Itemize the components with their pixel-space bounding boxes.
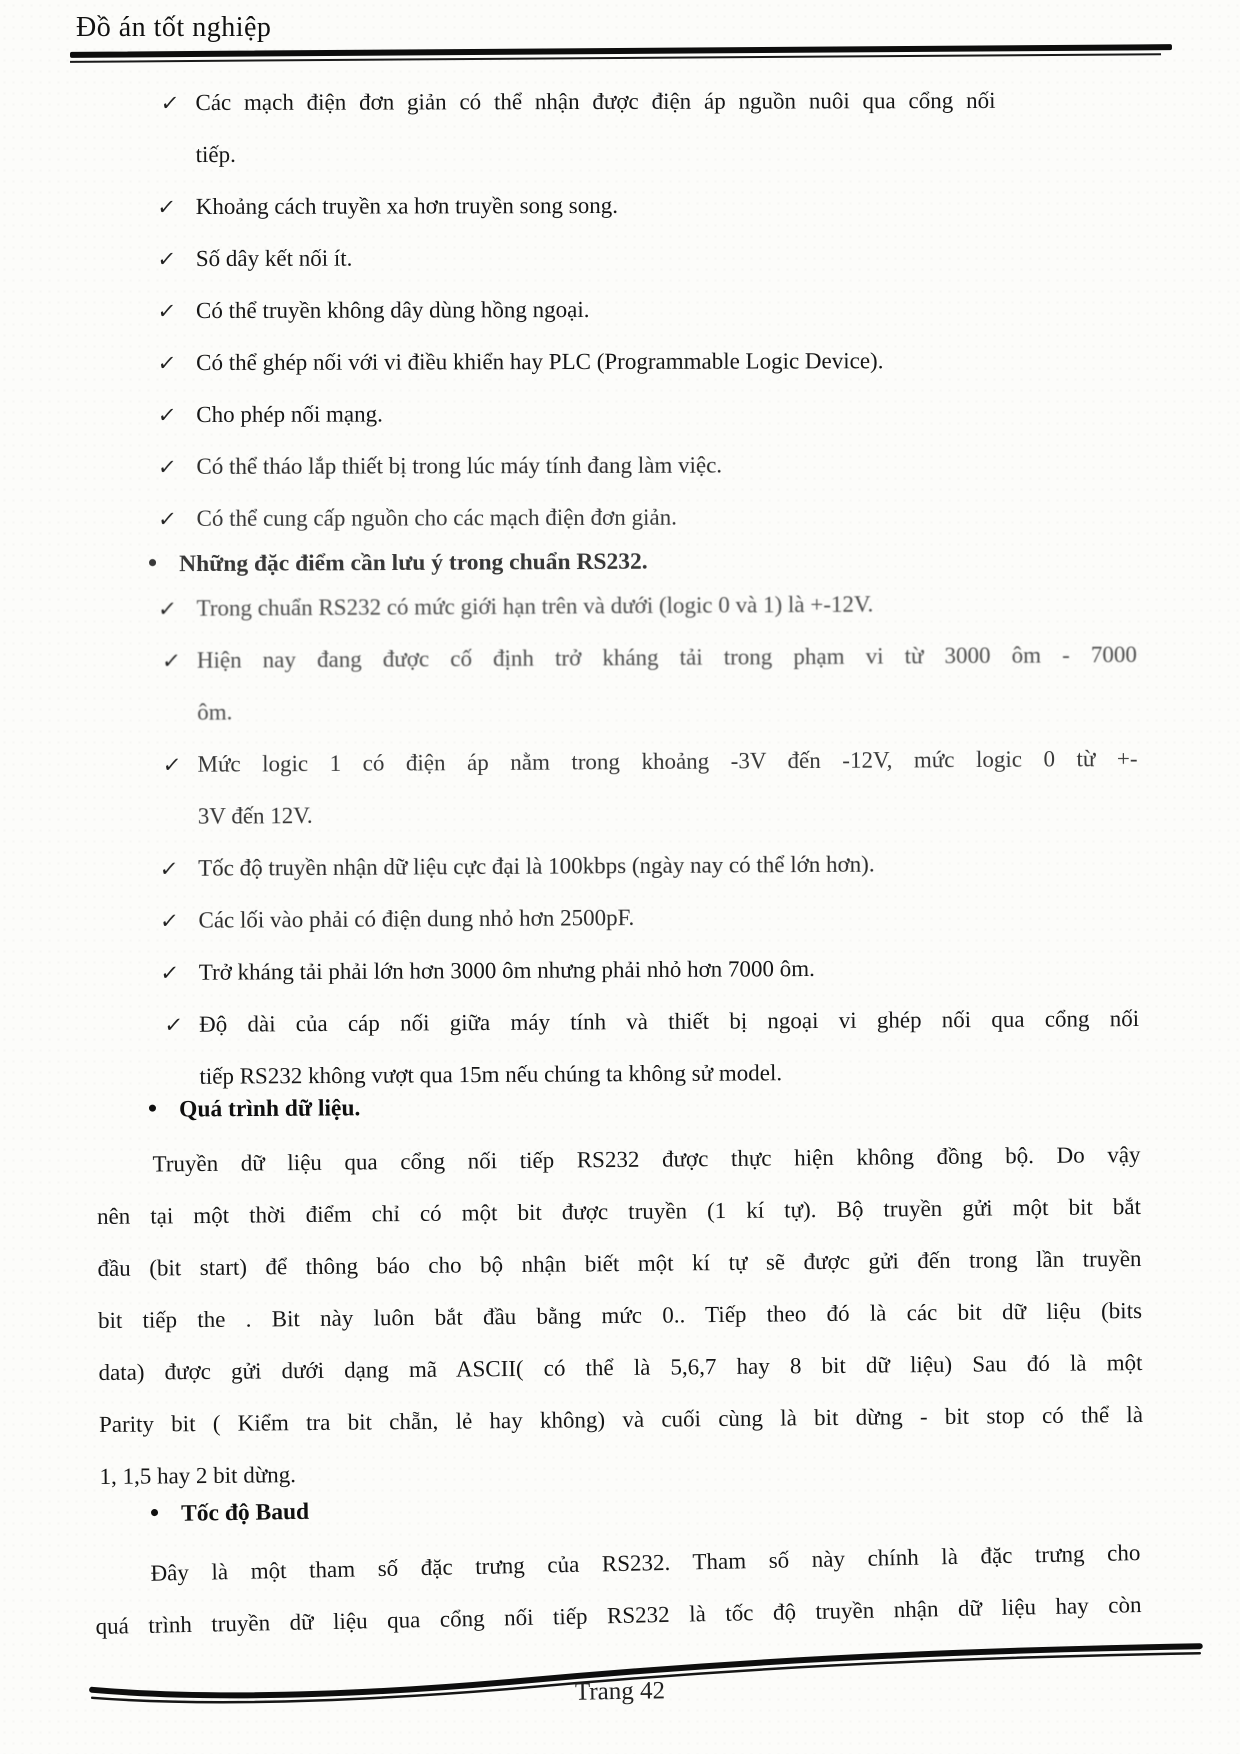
item-line: Số dây kết nối ít.: [195, 245, 353, 271]
section-heading-baud: [150, 1491, 310, 1533]
check-icon: ✓: [163, 1012, 184, 1037]
item-line: Mức logic 1 có điện áp nằm trong khoảng -3V đến -12V, mức logic 0 từ +-: [197, 746, 1138, 777]
item-line: Tốc độ truyền nhận dữ liệu cực đại là 100kbps (ngày nay có thể lớn hơn).: [198, 851, 875, 881]
checklist-item: [159, 629, 1138, 739]
paragraph-line: đầu (bit start) để thông báo cho bộ nhận biết một kí tự sẽ được gửi đến trong lần truyền: [97, 1245, 1142, 1282]
checklist-item: [158, 387, 996, 441]
paragraph-baud: [94, 1527, 1142, 1653]
item-line: tiếp.: [195, 141, 236, 167]
paragraph-line: Đây là một tham số đặc trưng của RS232. Tham số này chính là đặc trưng cho: [150, 1540, 1141, 1586]
check-icon: ✓: [156, 351, 178, 376]
paragraph-line: nên tại một thời điểm chỉ có một bit được truyền (1 kí tự). Bộ truyền gửi một bit bắt: [96, 1193, 1142, 1230]
checklist-item: [160, 889, 1138, 947]
paragraph-line: bit tiếp the . Bit này luôn bắt đầu bằng mức 0.. Tiếp theo đó là các bit dữ liệu (bits: [97, 1297, 1143, 1334]
check-icon: ✓: [158, 856, 180, 881]
check-icon: ✓: [156, 596, 178, 622]
item-line: Trong chuẩn RS232 có mức giới hạn trên và dưới (logic 0 và 1) là +-12V.: [196, 591, 874, 621]
paragraph-line: 1, 1,5 hay 2 bit dừng.: [99, 1462, 297, 1490]
item-line: Có thể ghép nối với vi điều khiển hay PLC (Programmable Logic Device).: [196, 348, 884, 375]
bullet-icon: •: [147, 1093, 158, 1123]
item-line: tiếp RS232 không vượt qua 15m nếu chúng ta không sử model.: [199, 1060, 783, 1089]
check-icon: ✓: [159, 960, 181, 985]
checklist-item: [158, 439, 996, 493]
section-heading-rs232: [148, 541, 648, 584]
check-icon: ✓: [156, 247, 178, 272]
item-line: Có thể tháo lắp thiết bị trong lúc máy tính đang làm việc.: [196, 452, 723, 479]
item-line: Hiện nay đang được cố định trở kháng tải trong phạm vi từ 3000 ôm - 7000: [196, 642, 1137, 673]
paragraph-line: Parity bit ( Kiểm tra bit chẵn, lẻ hay không) và cuối cùng là bit dừng - bit stop có thể là: [98, 1401, 1144, 1438]
bullet-icon: •: [149, 1498, 160, 1528]
paragraph-line: data) được gửi dưới dạng mã ASCII( có thể là 5,6,7 hay 8 bit dữ liệu) Sau đó là một: [98, 1349, 1143, 1386]
checklist-item: [157, 75, 995, 181]
checklist-advantages: [157, 75, 996, 545]
checklist-item: [158, 577, 1136, 635]
checklist-item: [158, 283, 996, 337]
check-icon: ✓: [161, 752, 183, 777]
item-line: 3V đến 12V.: [197, 803, 313, 829]
checklist-item: [158, 231, 996, 285]
checklist-item: [158, 491, 996, 545]
checklist-item: [158, 179, 996, 233]
check-icon: ✓: [159, 91, 181, 116]
item-line: Có thể cung cấp nguồn cho các mạch điện đơn giản.: [196, 504, 677, 531]
item-line: Khoảng cách truyền xa hơn truyền song song.: [195, 192, 618, 219]
header-rule: [70, 44, 1172, 63]
check-icon: ✓: [158, 908, 180, 933]
checklist-item: [158, 335, 996, 389]
paragraph-line: quá trình truyền dữ liệu qua cổng nối tiếp RS232 là tốc độ truyền nhận dữ liệu hay còn: [95, 1592, 1142, 1639]
check-icon: ✓: [156, 403, 178, 428]
paragraph-process: [96, 1129, 1143, 1503]
check-icon: ✓: [160, 648, 182, 673]
section-heading-text: Những đặc điểm cần lưu ý trong chuẩn RS232.: [179, 548, 648, 578]
item-line: Các lối vào phải có điện dung nhỏ hơn 2500pF.: [198, 905, 635, 933]
paragraph-line: Truyền dữ liệu qua cổng nối tiếp RS232 được thực hiện không đồng bộ. Do vậy: [152, 1141, 1141, 1177]
check-icon: ✓: [156, 299, 178, 324]
bullet-icon: •: [147, 548, 158, 578]
checklist-rs232-notes: [158, 577, 1139, 1103]
checklist-item: [161, 993, 1140, 1103]
item-line: Độ dài của cáp nối giữa máy tính và thiết bị ngoại vi ghép nối qua cổng nối: [199, 1006, 1140, 1037]
page-title: Đồ án tốt nghiệp: [76, 12, 272, 43]
section-heading-text: Tốc độ Baud: [180, 1498, 310, 1527]
section-heading-process: [148, 1087, 361, 1128]
checklist-item: [161, 941, 1139, 999]
page-number: Trang 42: [574, 1677, 666, 1706]
item-line: Trở kháng tải phải lớn hơn 3000 ôm nhưng phải nhỏ hơn 7000 ôm.: [198, 955, 815, 985]
item-line: Cho phép nối mạng.: [196, 401, 383, 427]
item-line: Có thể truyền không dây dùng hồng ngoại.: [195, 296, 590, 323]
section-heading-text: Quá trình dữ liệu.: [179, 1095, 361, 1123]
item-line: ôm.: [197, 699, 233, 725]
check-icon: ✓: [156, 455, 178, 480]
checklist-item: [159, 733, 1138, 843]
check-icon: ✓: [156, 195, 177, 220]
checklist-item: [160, 837, 1138, 895]
item-line: Các mạch điện đơn giản có thể nhận được điện áp nguồn nuôi qua cổng nối: [195, 87, 996, 115]
check-icon: ✓: [156, 507, 178, 532]
